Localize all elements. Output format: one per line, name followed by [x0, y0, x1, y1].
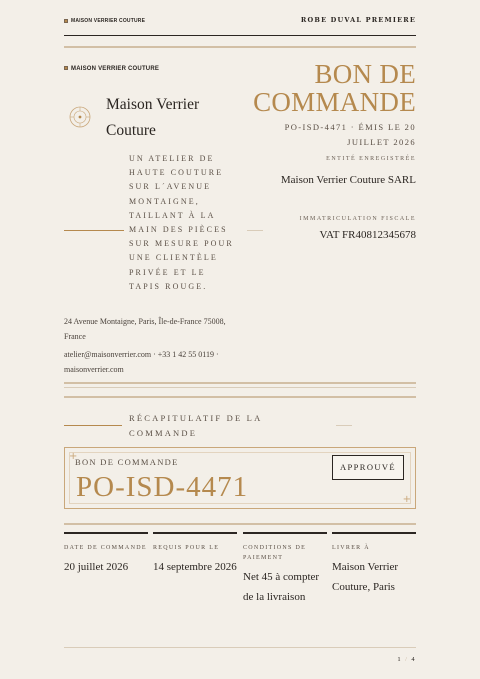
column-label: REQUIS POUR LE [153, 545, 220, 551]
column-value: 14 septembre 2026 [153, 561, 237, 573]
summary-rule-right [336, 425, 352, 426]
po-number: PO-ISD-4471 [76, 471, 249, 503]
document-title-line1: BON DE [314, 59, 416, 89]
header-brand [64, 18, 145, 24]
brand-square-icon [64, 66, 68, 70]
header-gold-rule [64, 46, 416, 48]
column-value: Maison Verrier Couture, Paris [332, 561, 399, 593]
entity-label: ENTITÉ ENREGISTRÉE [326, 156, 416, 162]
crest-icon [69, 106, 91, 128]
po-label: BON DE COMMANDE [75, 457, 179, 467]
summary-top-rule [64, 396, 416, 398]
column-label: LIVRER À [332, 545, 370, 551]
status-badge: APPROUVÉ [332, 455, 404, 480]
column-rule [243, 532, 327, 534]
left-brand [64, 66, 159, 72]
section-gold-rule [64, 382, 416, 384]
brand-square-icon [64, 19, 68, 23]
column-payment-terms [243, 532, 327, 607]
corner-plus-icon: + [402, 494, 411, 505]
tagline-rule-left [64, 230, 124, 231]
column-required-by [153, 532, 237, 577]
document-title-line2: COMMANDE [253, 87, 416, 117]
left-brand-label: MAISON VERRIER COUTURE [71, 66, 160, 72]
corner-plus-icon: + [69, 451, 78, 462]
company-name: Maison Verrier Couture [106, 96, 200, 139]
footer-rule [64, 647, 416, 648]
column-rule [332, 532, 416, 534]
company-contact: atelier@maisonverrier.com · +33 1 42 55 0119 · maisonverrier.com [64, 350, 219, 374]
column-rule [64, 532, 148, 534]
column-value: 20 juillet 2026 [64, 561, 129, 573]
column-rule [153, 532, 237, 534]
column-label: DATE DE COMMANDE [64, 545, 147, 551]
section-thin-rule [64, 387, 416, 388]
entity-value: Maison Verrier Couture SARL [280, 174, 416, 186]
page-number [397, 656, 416, 663]
column-order-date [64, 532, 148, 577]
company-tagline: UN ATELIER DE HAUTE COUTURE SUR L´AVENUE MONTAIGNE, TAILLANT À LA MAIN DES PIÈCES SUR MESURE POUR UNE CLIENTÈLE PRIVÉE ET LE TAPIS ROUGE. [129, 154, 234, 291]
company-address: 24 Avenue Montaigne, Paris, Île-de-France 75008, France [64, 317, 226, 341]
page-current: 1 [397, 656, 403, 663]
page-total: 4 [411, 656, 416, 663]
tax-label: IMMATRICULATION FISCALE [299, 216, 416, 222]
summary-title: RÉCAPITULATIF DE LA COMMANDE [129, 413, 262, 438]
document-title [253, 60, 416, 116]
column-ship-to [332, 532, 416, 597]
column-label: CONDITIONS DE PAIEMENT [243, 545, 307, 561]
tagline-rule-right [247, 230, 263, 231]
header-brand-label: MAISON VERRIER COUTURE [71, 18, 146, 24]
summary-rule-left [64, 425, 122, 426]
header-model-name: ROBE DUVAL PREMIERE [300, 16, 416, 24]
document-meta: PO-ISD-4471 · ÉMIS LE 20 JUILLET 2026 [284, 122, 416, 147]
column-value: Net 45 à compter de la livraison [243, 571, 320, 603]
summary-bottom-rule [64, 523, 416, 525]
header-rule [64, 35, 416, 36]
tax-value: VAT FR40812345678 [319, 229, 416, 241]
page-separator: / [405, 656, 409, 663]
